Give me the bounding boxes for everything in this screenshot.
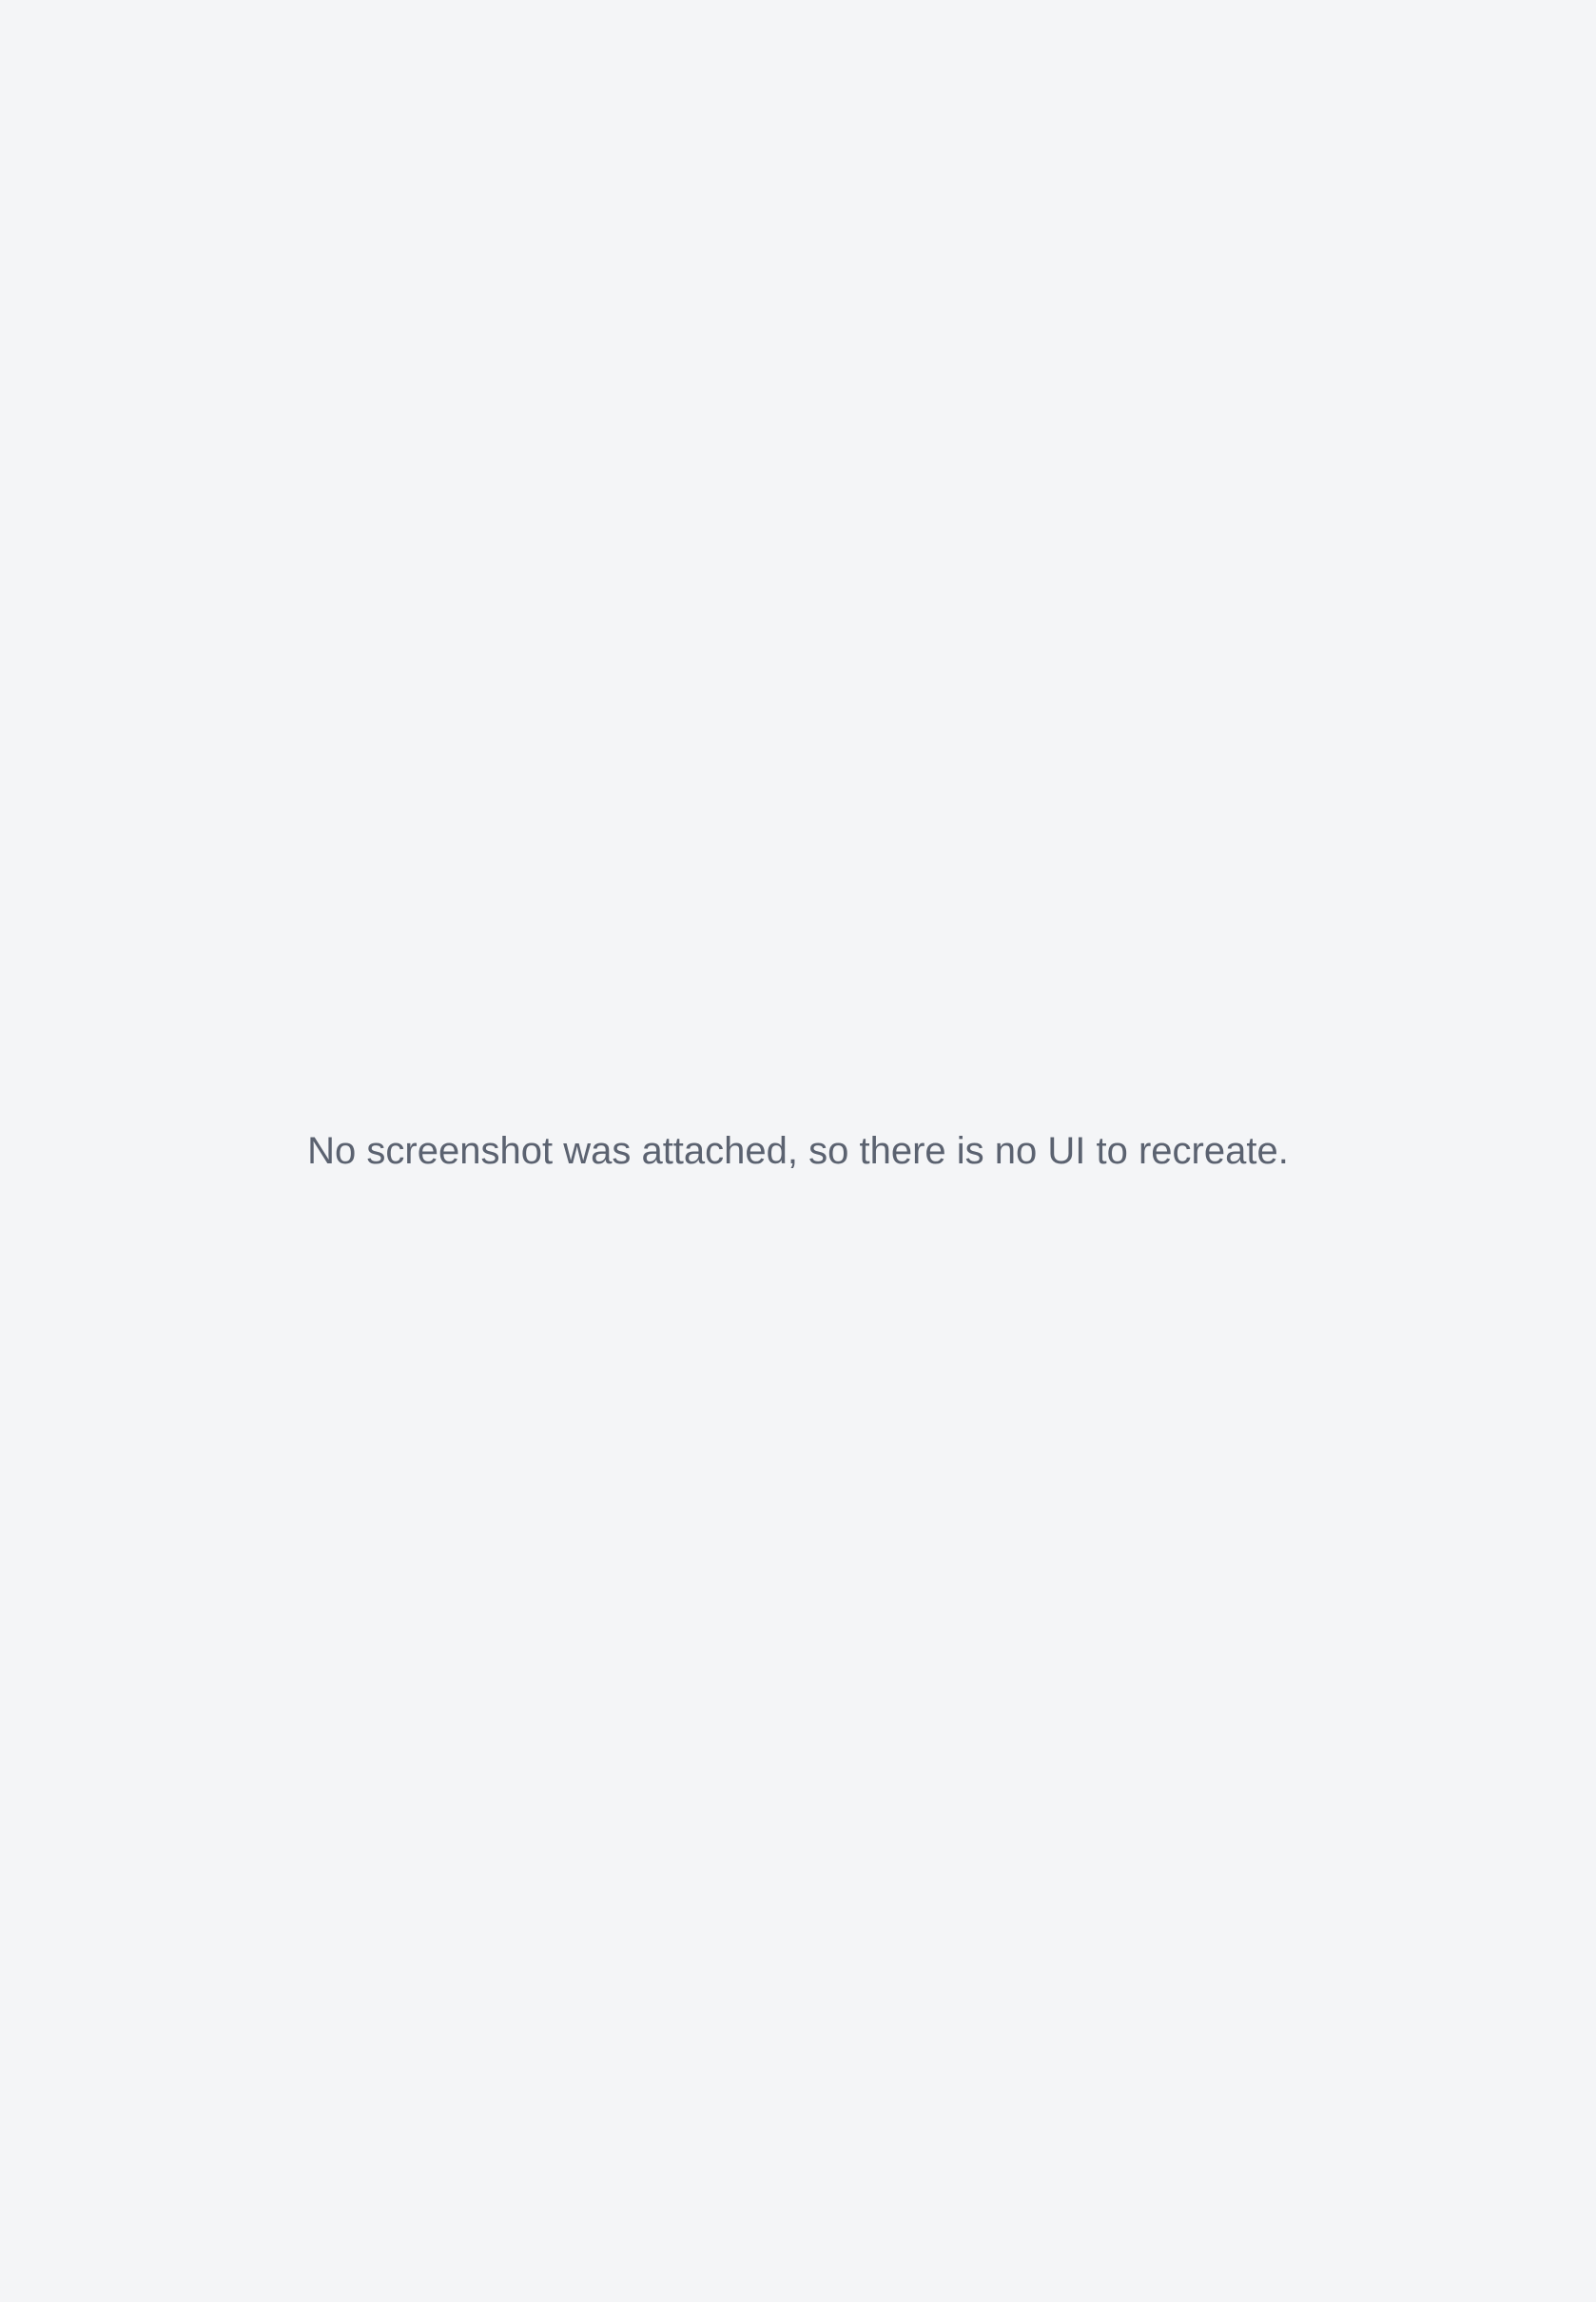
missing-image-notice: No screenshot was attached, so there is no UI to recreate. — [307, 1130, 1289, 1172]
